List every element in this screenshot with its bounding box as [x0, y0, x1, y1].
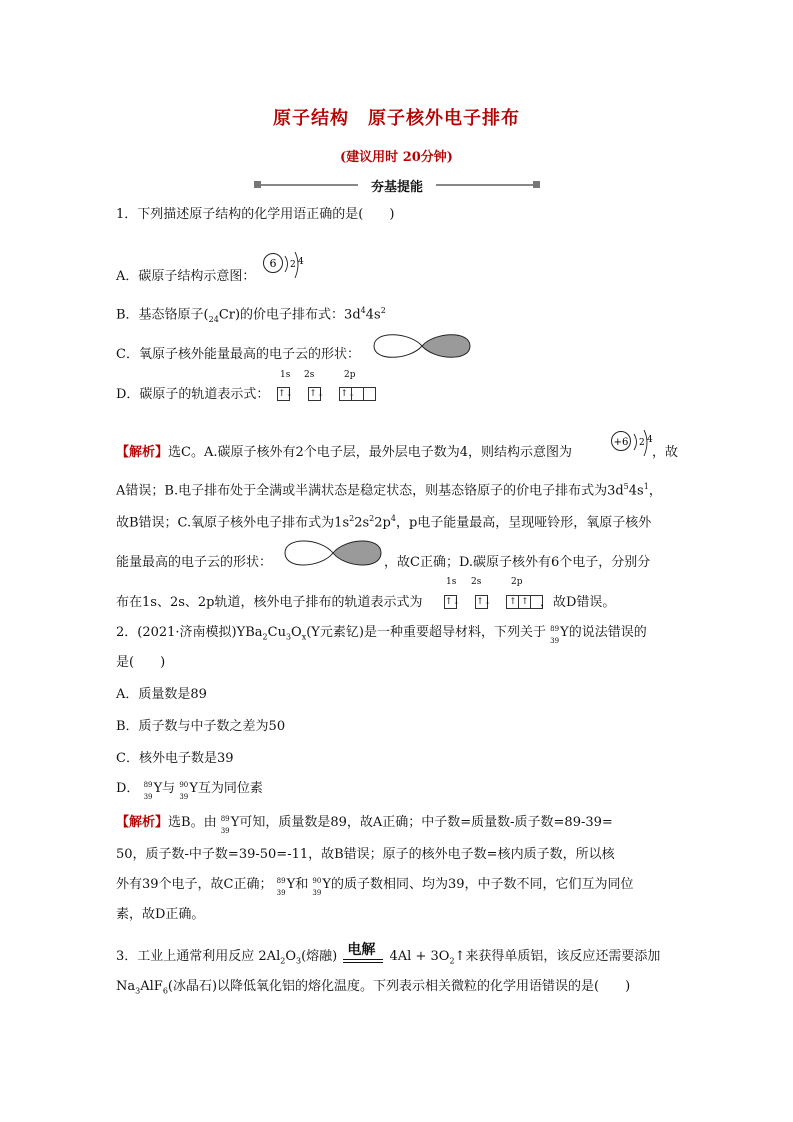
- page-title: 原子结构 原子核外电子排布: [273, 108, 520, 129]
- svg-text:2: 2: [639, 438, 645, 448]
- q1-stem: 1．下列描述原子结构的化学用语正确的是( ): [116, 207, 395, 222]
- analysis-2-line-4: 素，故D正确。: [116, 907, 205, 922]
- time-suggestion: (建议用时 20分钟): [340, 150, 453, 165]
- svg-text:6: 6: [269, 257, 277, 270]
- electrolysis-arrow: 电解: [341, 953, 385, 971]
- analysis-1-line-1: 【解析】选C。A.碳原子核外有2个电子层，最外层电子数为4，则结构示意图为: [116, 445, 573, 460]
- svg-text:4: 4: [298, 257, 304, 267]
- analysis-2-line-1: 【解析】选B。由 89 39 Y可知，质量数是89，故A正确；中子数=质量数-质子数=89-39=: [116, 814, 613, 835]
- section-label: 夯基提能: [370, 180, 423, 195]
- svg-text:2: 2: [290, 260, 296, 270]
- q3-line-2: $Na_3AlF_6$(冰晶石)以降低氧化铝的熔化温度。下列表示相关微粒的化学用语错误的是( ): [116, 979, 631, 996]
- q2-option-a: A．质量数是89: [116, 687, 207, 702]
- carbon-atom-diagram-a: [262, 250, 308, 284]
- q2-stem-line-2: 是( ): [116, 655, 166, 670]
- svg-text:4: 4: [647, 435, 653, 445]
- svg-text:+6: +6: [613, 437, 629, 448]
- orbital-boxes-answer: ↑↓ ↑↓ ↑ ↑: [444, 591, 542, 610]
- orbital-boxes-d: ↑↓ ↑↓ ↑↓: [277, 383, 375, 402]
- analysis-1-line-4: 能量最高的电子云的形状：: [116, 555, 273, 570]
- q2-stem-line-1: 2．(2021·济南模拟)$YBa_2Cu_3O_x(Y$元素钇)是一种重要超导材料，下列关于 89 39 Y的说法错误的: [116, 624, 647, 645]
- q3-line-1: 3．工业上通常利用反应 $2Al_2O_3$(熔融) 电解 $4Al + 3O_2↑$来获得单质铝，该反应还需要添加: [116, 948, 660, 971]
- q1-option-d: D．碳原子的轨道表示式：: [116, 387, 270, 402]
- p-orbital-icon: [370, 330, 474, 362]
- q1-option-a: A．碳原子结构示意图：: [116, 269, 256, 284]
- q2-option-b: B．质子数与中子数之差为50: [116, 719, 286, 734]
- analysis-1-line-3: 故B错误；C.氧原子核外电子排布式为$1s^22s^22p^4$，p电子能量最高，呈现哑铃形，氧原子核外: [116, 514, 652, 531]
- analysis-2-line-2: 50，质子数-中子数=39-50=-11，故B错误；原子的核外电子数=核内质子数，所以核: [116, 847, 615, 862]
- q2-option-d: D． 89 39 Y与 90 39 Y互为同位素: [116, 780, 263, 801]
- q1-option-b: B．基态铬原子$(_{24}Cr)$的价电子排布式：$3d^44s^2$: [116, 306, 386, 324]
- p-orbital-answer-icon: [282, 536, 384, 570]
- q1-option-c: C．氧原子核外能量最高的电子云的形状：: [116, 347, 360, 362]
- analysis-2-line-3: 外有39个电子，故C正确； 89 39 Y和 90 39 Y的质子数相同、均为39，中子数不同，它们互为同位: [116, 876, 634, 897]
- section-header: [254, 176, 540, 194]
- analysis-1-line-5: 布在1s、2s、2p轨道，核外电子排布的轨道表示式为: [116, 595, 423, 610]
- document-page: 原子结构 原子核外电子排布 (建议用时 20分钟) 夯基提能 1．下列描述原子结构的化学用语正确的是( ) A．碳原子结构示意图： 6 2 4 B．基态铬原子$(_{24}Cr)$的价电子排布式：$3d^44s^2$ C．氧原子核外能量最高的电子云的形状： D．碳原子的轨道表示式： 1s 2s 2p ↑↓ ↑↓ ↑↓ 【解析】选C。A.碳原子核外有2个电子层，最外层电子数为4，则结构示意图为 +6 2 4 ，故 A错误；B.电子排布处于全满或半满状态是稳定状态，则基态铬原子的价电子排布式为$3d^54s^1$， 故B错误；C.氧原子核外电子排布式为$1s^22s^22p^4$，p电子能量最高，呈现哑铃形，氧原子核外 能量最高的电子云的形状： ，故C正确；D.碳原子核外有6个电子，分别分 布在1s、2s、2p轨道，核外电子排布的轨道表示式为 1s 2s 2p ↑↓ ↑↓ ↑ ↑ ，故D错误。 2．(2021·济南模拟)$YBa_2Cu_3O_x(Y$元素钇)是一种重要超导材料，下列关于 89 39 Y的说法错误的 是( ) A．质量数是89 B．质子数与中子数之差为50 C．核外电子数是39 D． 89 39 Y与 90 39 Y互为同位素 【解析】选B。由 89 39 Y可知，质量数是89，故A正确；中子数=质量数-质子数=89-39= 50，质子数-中子数=39-50=-11，故B错误；原子的核外电子数=核内质子数，所以核 外有39个电子，故C正确； 89 39 Y和 90 39 Y的质子数相同、均为39，中子数不同，它们互为同位 素，故D正确。 3．工业上通常利用反应 $2Al_2O_3$(熔融) 电解 $4Al + 3O_2↑$来获得单质铝，该反应还需要添加 $Na_3AlF_6$(冰晶石)以降低氧化铝的熔化温度。下列表示相关微粒的化学用语错误的是( ): [0, 0, 793, 1122]
- q2-option-c: C．核外电子数是39: [116, 751, 234, 766]
- analysis-1-line-2: A错误；B.电子排布处于全满或半满状态是稳定状态，则基态铬原子的价电子排布式为$3d^54s^1$，: [116, 482, 662, 499]
